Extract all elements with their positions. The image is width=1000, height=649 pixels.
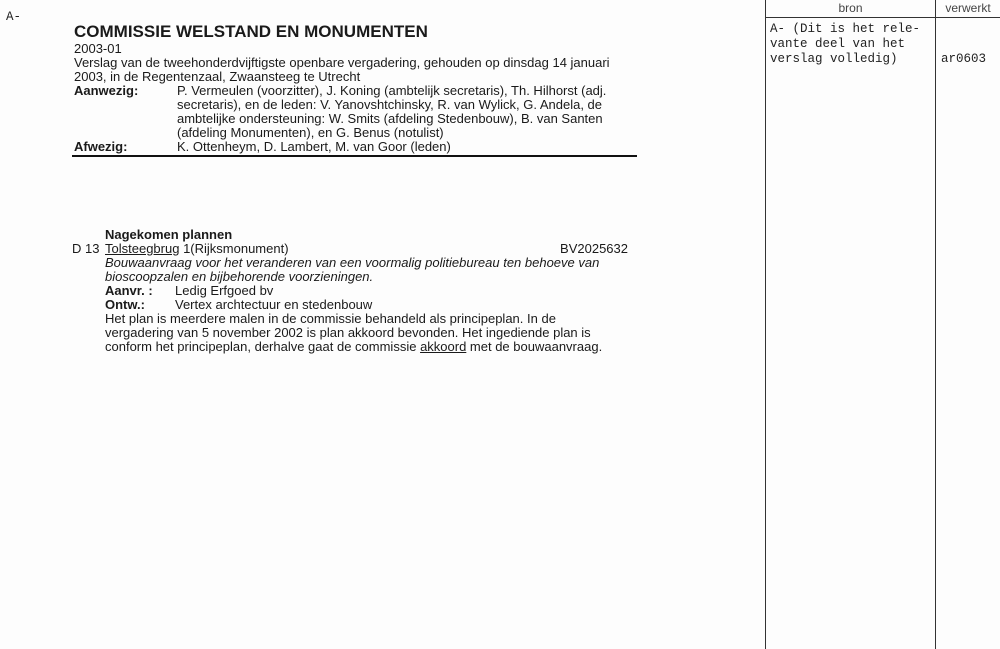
designer: Vertex archtectuur en stedenbouw bbox=[175, 297, 373, 312]
present-line: (afdeling Monumenten), en G. Benus (notulist) bbox=[177, 125, 444, 140]
table-border-middle bbox=[935, 0, 936, 649]
item-description: Bouwaanvraag voor het veranderen van een voormalig politiebureau ten behoeve van bbox=[105, 255, 600, 270]
present-line: ambtelijke ondersteuning: W. Smits (afdeling Stedenbouw), B. van Santen bbox=[177, 111, 603, 126]
designer-label: Ontw.: bbox=[105, 297, 145, 312]
header-divider bbox=[72, 155, 637, 157]
body-text: met de bouwaanvraag. bbox=[466, 339, 603, 354]
present-line: P. Vermeulen (voorzitter), J. Koning (ambtelijk secretaris), Th. Hilhorst (adj. bbox=[177, 83, 607, 98]
present-line: secretaris), en de leden: V. Yanovshtchinsky, R. van Wylick, G. Andela, de bbox=[177, 97, 603, 112]
processed-code: ar0603 bbox=[941, 52, 987, 66]
applicant: Ledig Erfgoed bv bbox=[175, 283, 274, 298]
body-line: Het plan is meerdere malen in de commissie behandeld als principeplan. In de bbox=[105, 311, 556, 326]
table-border-left bbox=[765, 0, 766, 649]
document-title: COMMISSIE WELSTAND EN MONUMENTEN bbox=[74, 22, 428, 41]
decision-emphasis: akkoord bbox=[420, 339, 467, 354]
intro-line: Verslag van de tweehonderdvijftigste openbare vergadering, gehouden op dinsdag 14 januari bbox=[74, 55, 610, 70]
item-reference: BV2025632 bbox=[560, 241, 628, 256]
table-header-divider bbox=[765, 17, 1000, 18]
item-address bbox=[105, 242, 289, 256]
body-text: conform het principeplan, derhalve gaat de commissie bbox=[105, 339, 421, 354]
body-line: vergadering van 5 november 2002 is plan akkoord bevonden. Het ingediende plan is bbox=[105, 325, 591, 340]
applicant-label: Aanvr. : bbox=[105, 283, 153, 298]
meeting-number: 2003-01 bbox=[74, 41, 122, 56]
body-line bbox=[105, 340, 602, 354]
item-code: D 13 bbox=[72, 241, 100, 256]
present-label: Aanwezig: bbox=[74, 83, 139, 98]
address-suffix: 1(Rijksmonument) bbox=[179, 241, 289, 256]
source-line: vante deel van het bbox=[770, 37, 906, 51]
source-line: A- (Dit is het rele- bbox=[770, 22, 921, 36]
item-description: bioscoopzalen en bijbehorende voorzieningen. bbox=[105, 269, 374, 284]
intro-line: 2003, in de Regentenzaal, Zwaansteeg te Utrecht bbox=[74, 69, 361, 84]
column-header-source: bron bbox=[838, 1, 863, 15]
source-line: verslag volledig) bbox=[770, 52, 898, 66]
margin-mark: A- bbox=[6, 10, 22, 24]
absent-label: Afwezig: bbox=[74, 139, 128, 154]
address-street: Tolsteegbrug bbox=[105, 241, 180, 256]
column-header-processed: verwerkt bbox=[945, 1, 991, 15]
section-title: Nagekomen plannen bbox=[105, 227, 233, 242]
absent-text: K. Ottenheym, D. Lambert, M. van Goor (leden) bbox=[177, 139, 451, 154]
